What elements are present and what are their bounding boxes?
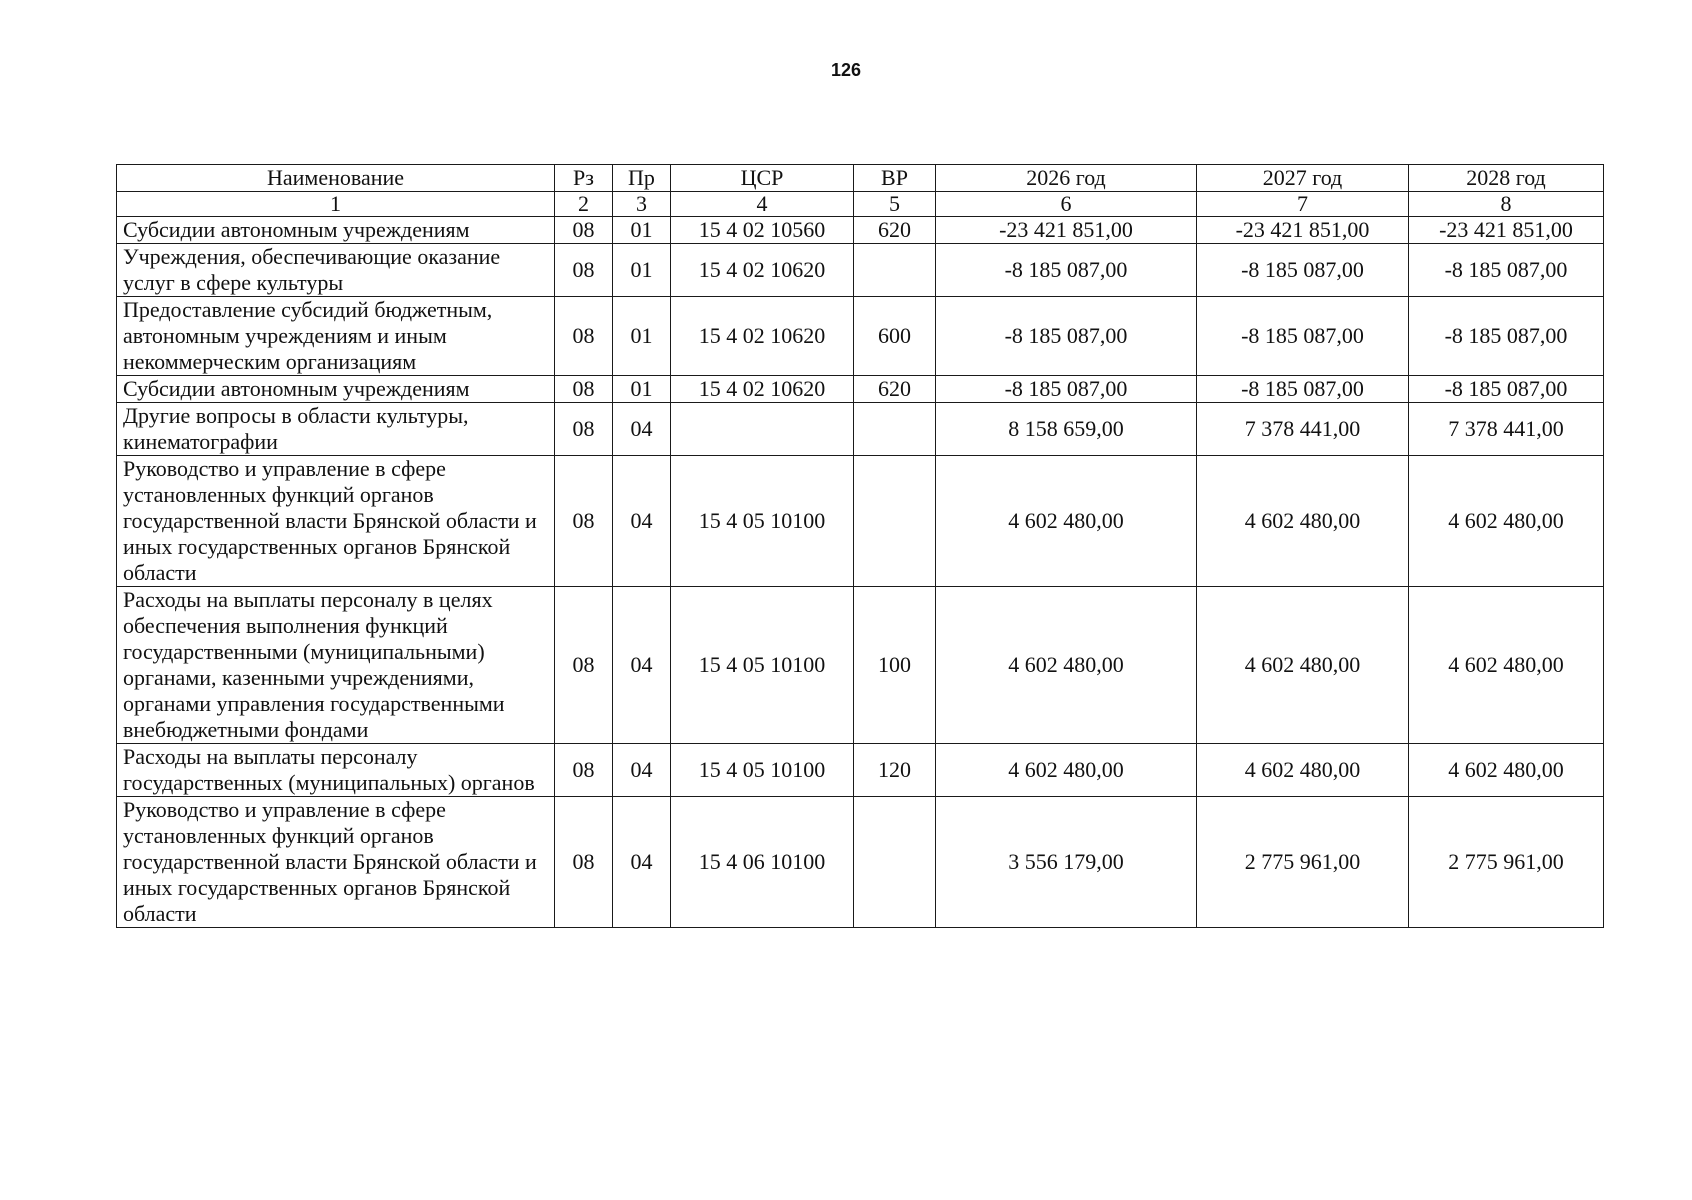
column-number: 6 [936, 192, 1197, 217]
row-2028: -8 185 087,00 [1409, 376, 1604, 403]
row-rz: 08 [555, 587, 613, 744]
row-name: Субсидии автономным учреждениям [117, 376, 555, 403]
row-name: Учреждения, обеспечивающие оказание услуг в сфере культуры [117, 244, 555, 297]
row-name: Другие вопросы в области культуры, кинематографии [117, 403, 555, 456]
table-row [117, 403, 1604, 456]
row-pr: 01 [613, 297, 671, 376]
row-pr: 04 [613, 744, 671, 797]
row-2027: 4 602 480,00 [1197, 744, 1409, 797]
row-vr [854, 244, 936, 297]
row-name: Расходы на выплаты персоналу государственных (муниципальных) органов [117, 744, 555, 797]
row-2028: -8 185 087,00 [1409, 297, 1604, 376]
header-csr: ЦСР [671, 165, 854, 192]
row-2028: 4 602 480,00 [1409, 587, 1604, 744]
row-2026: -8 185 087,00 [936, 376, 1197, 403]
row-csr [671, 403, 854, 456]
row-2026: 4 602 480,00 [936, 456, 1197, 587]
row-2026: 3 556 179,00 [936, 797, 1197, 928]
table-row [117, 376, 1604, 403]
row-2026: -8 185 087,00 [936, 297, 1197, 376]
table-row [117, 587, 1604, 744]
row-csr: 15 4 02 10620 [671, 376, 854, 403]
column-number: 8 [1409, 192, 1604, 217]
row-2028: -23 421 851,00 [1409, 217, 1604, 244]
row-rz: 08 [555, 456, 613, 587]
page-number: 126 [830, 60, 862, 80]
row-2026: 8 158 659,00 [936, 403, 1197, 456]
row-name: Расходы на выплаты персоналу в целях обеспечения выполнения функций государственными (муниципальными) органами, казенными учреждениями, органами управления государственными внебюджетными фондами [117, 587, 555, 744]
row-pr: 04 [613, 456, 671, 587]
row-2027: 4 602 480,00 [1197, 587, 1409, 744]
row-rz: 08 [555, 376, 613, 403]
budget-table [116, 164, 1604, 928]
row-2026: -8 185 087,00 [936, 244, 1197, 297]
row-rz: 08 [555, 744, 613, 797]
row-rz: 08 [555, 244, 613, 297]
row-2028: 7 378 441,00 [1409, 403, 1604, 456]
row-vr [854, 456, 936, 587]
table-row [117, 797, 1604, 928]
row-2027: -8 185 087,00 [1197, 244, 1409, 297]
row-csr: 15 4 06 10100 [671, 797, 854, 928]
row-name: Руководство и управление в сфере установленных функций органов государственной власти Брянской области и иных государственных органов Брянской области [117, 797, 555, 928]
header-2026: 2026 год [936, 165, 1197, 192]
row-2028: 2 775 961,00 [1409, 797, 1604, 928]
row-2026: 4 602 480,00 [936, 744, 1197, 797]
row-vr [854, 797, 936, 928]
column-number: 7 [1197, 192, 1409, 217]
header-2027: 2027 год [1197, 165, 1409, 192]
row-name: Руководство и управление в сфере установленных функций органов государственной власти Брянской области и иных государственных органов Брянской области [117, 456, 555, 587]
row-csr: 15 4 02 10620 [671, 244, 854, 297]
row-vr: 620 [854, 217, 936, 244]
row-2028: 4 602 480,00 [1409, 456, 1604, 587]
row-2026: -23 421 851,00 [936, 217, 1197, 244]
row-2027: -8 185 087,00 [1197, 376, 1409, 403]
row-vr: 620 [854, 376, 936, 403]
row-2028: 4 602 480,00 [1409, 744, 1604, 797]
column-number: 2 [555, 192, 613, 217]
header-rz: Рз [555, 165, 613, 192]
row-name: Субсидии автономным учреждениям [117, 217, 555, 244]
row-pr: 01 [613, 217, 671, 244]
row-vr [854, 403, 936, 456]
row-pr: 01 [613, 376, 671, 403]
row-vr: 120 [854, 744, 936, 797]
column-number: 4 [671, 192, 854, 217]
table-row [117, 244, 1604, 297]
row-name: Предоставление субсидий бюджетным, автономным учреждениям и иным некоммерческим организациям [117, 297, 555, 376]
table-row [117, 744, 1604, 797]
row-pr: 01 [613, 244, 671, 297]
row-2027: 2 775 961,00 [1197, 797, 1409, 928]
column-number: 1 [117, 192, 555, 217]
row-pr: 04 [613, 797, 671, 928]
row-2026: 4 602 480,00 [936, 587, 1197, 744]
row-pr: 04 [613, 403, 671, 456]
header-2028: 2028 год [1409, 165, 1604, 192]
row-vr: 600 [854, 297, 936, 376]
column-number: 3 [613, 192, 671, 217]
row-csr: 15 4 05 10100 [671, 744, 854, 797]
row-rz: 08 [555, 797, 613, 928]
row-2027: -23 421 851,00 [1197, 217, 1409, 244]
row-rz: 08 [555, 403, 613, 456]
table-header-row [117, 165, 1604, 192]
row-vr: 100 [854, 587, 936, 744]
table-row [117, 217, 1604, 244]
header-name: Наименование [117, 165, 555, 192]
header-pr: Пр [613, 165, 671, 192]
row-rz: 08 [555, 217, 613, 244]
row-csr: 15 4 05 10100 [671, 587, 854, 744]
row-2027: -8 185 087,00 [1197, 297, 1409, 376]
table-row [117, 456, 1604, 587]
row-csr: 15 4 02 10620 [671, 297, 854, 376]
column-number: 5 [854, 192, 936, 217]
row-2028: -8 185 087,00 [1409, 244, 1604, 297]
row-2027: 7 378 441,00 [1197, 403, 1409, 456]
header-vr: ВР [854, 165, 936, 192]
row-csr: 15 4 05 10100 [671, 456, 854, 587]
row-rz: 08 [555, 297, 613, 376]
column-number-row [117, 192, 1604, 217]
row-csr: 15 4 02 10560 [671, 217, 854, 244]
row-pr: 04 [613, 587, 671, 744]
table-row [117, 297, 1604, 376]
row-2027: 4 602 480,00 [1197, 456, 1409, 587]
